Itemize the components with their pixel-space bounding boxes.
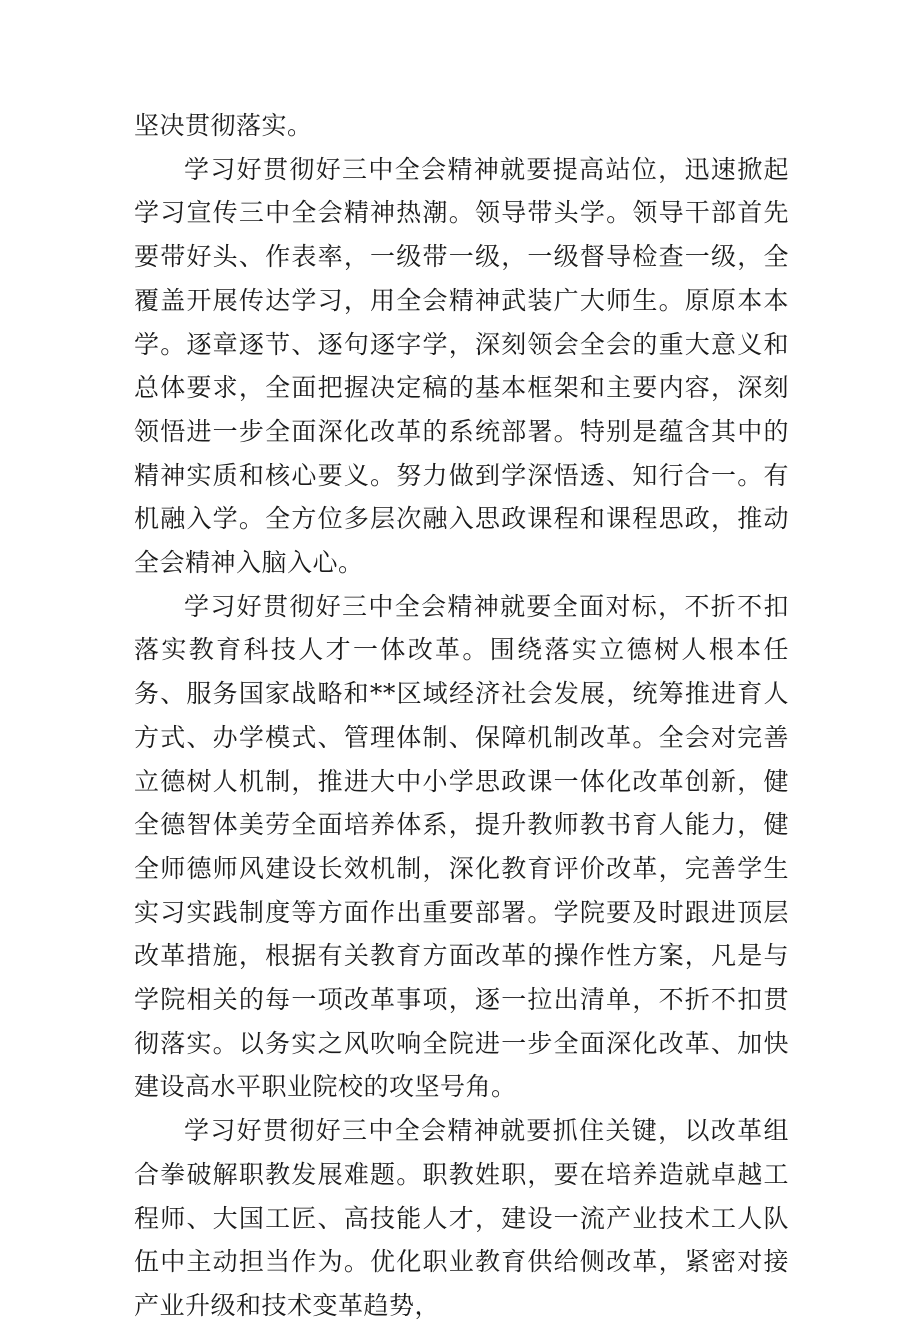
paragraph-continuation: 坚决贯彻落实。 (134, 111, 313, 140)
document-body (134, 104, 789, 1328)
paragraph-grasp-key: 学习好贯彻好三中全会精神就要抓住关键，以改革组合拳破解职教发展难题。职教姓职，要在培养造就卓越工程师、大国工匠、高技能人才，建设一流产业技术工人队伍中主动担当作为。优化职业教育供给侧改革，紧密对接产业升级和技术变革趋势， (134, 1116, 789, 1320)
paragraph-raise-position: 学习好贯彻好三中全会精神就要提高站位，迅速掀起学习宣传三中全会精神热潮。领导带头学。领导干部首先要带好头、作表率，一级带一级，一级督导检查一级，全覆盖开展传达学习，用全会精神武装广大师生。原原本本学。逐章逐节、逐句逐字学，深刻领会全会的重大意义和总体要求，全面把握决定稿的基本框架和主要内容，深刻领悟进一步全面深化改革的系统部署。特别是蕴含其中的精神实质和核心要义。努力做到学深悟透、知行合一。有机融入学。全方位多层次融入思政课程和课程思政，推动全会精神入脑入心。 (134, 154, 789, 578)
paragraph-full-benchmark: 学习好贯彻好三中全会精神就要全面对标，不折不扣落实教育科技人才一体改革。围绕落实立德树人根本任务、服务国家战略和**区域经济社会发展，统筹推进育人方式、办学模式、管理体制、保障机制改革。全会对完善立德树人机制，推进大中小学思政课一体化改革创新，健全德智体美劳全面培养体系，提升教师教书育人能力，健全师德师风建设长效机制，深化教育评价改革，完善学生实习实践制度等方面作出重要部署。学院要及时跟进顶层改革措施，根据有关教育方面改革的操作性方案，凡是与学院相关的每一项改革事项，逐一拉出清单，不折不扣贯彻落实。以务实之风吹响全院进一步全面深化改革、加快建设高水平职业院校的攻坚号角。 (134, 591, 789, 1102)
